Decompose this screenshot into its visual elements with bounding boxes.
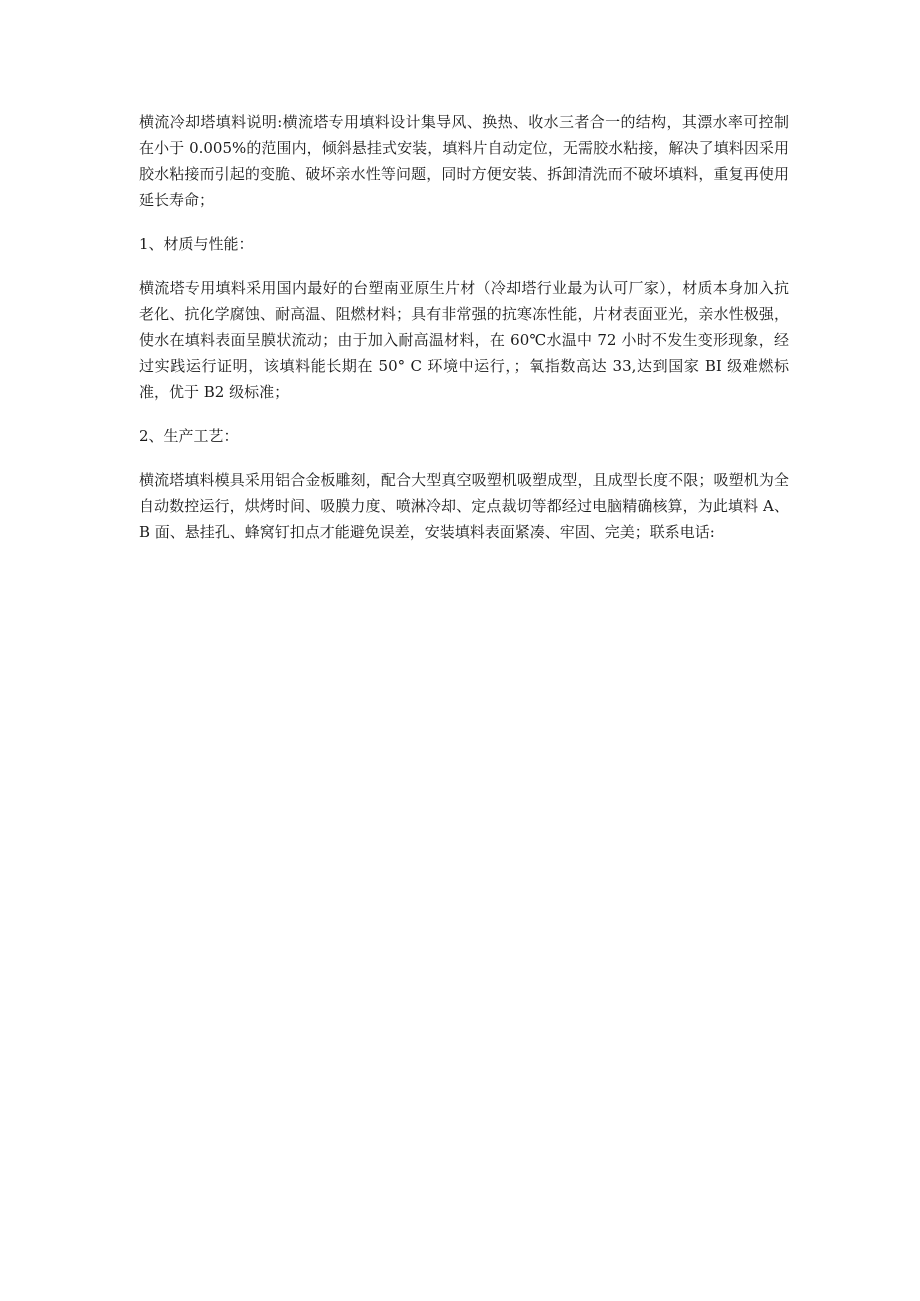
- section-2-heading: 2、生产工艺：: [139, 427, 239, 445]
- section-1-paragraph: 横流塔专用填料采用国内最好的台塑南亚原生片材（冷却塔行业最为认可厂家），材质本身加入抗老化、抗化学腐蚀、耐高温、阻燃材料；具有非常强的抗寒冻性能，片材表面亚光，亲水性极强，使水在填料表面呈膜状流动；由于加入耐高温材料，在 60℃水温中 72 小时不发生变形现象，经过实践运行证明，该填料能长期在 50° C 环境中运行，；氧指数高达 33,达到国家 BI 级难燃标准，优于 B2 级标准；: [139, 279, 789, 401]
- section-2-paragraph: 横流塔填料模具采用铝合金板雕刻，配合大型真空吸塑机吸塑成型，且成型长度不限；吸塑机为全自动数控运行，烘烤时间、吸膜力度、喷淋冷却、定点裁切等都经过电脑精确核算，为此填料 A、B 面、悬挂孔、蜂窝钉扣点才能避免误差，安装填料表面紧凑、牢固、完美；联系电话:: [139, 471, 789, 541]
- intro-paragraph: 横流冷却塔填料说明:横流塔专用填料设计集导风、换热、收水三者合一的结构，其漂水率可控制在小于 0.005%的范围内，倾斜悬挂式安装，填料片自动定位，无需胶水粘接，解决了填料因采用胶水粘接而引起的变脆、破坏亲水性等问题，同时方便安装、拆卸清洗而不破坏填料，重复再使用延长寿命；: [139, 113, 789, 209]
- document-page: [139, 109, 789, 563]
- section-1-heading: 1、材质与性能：: [139, 235, 254, 253]
